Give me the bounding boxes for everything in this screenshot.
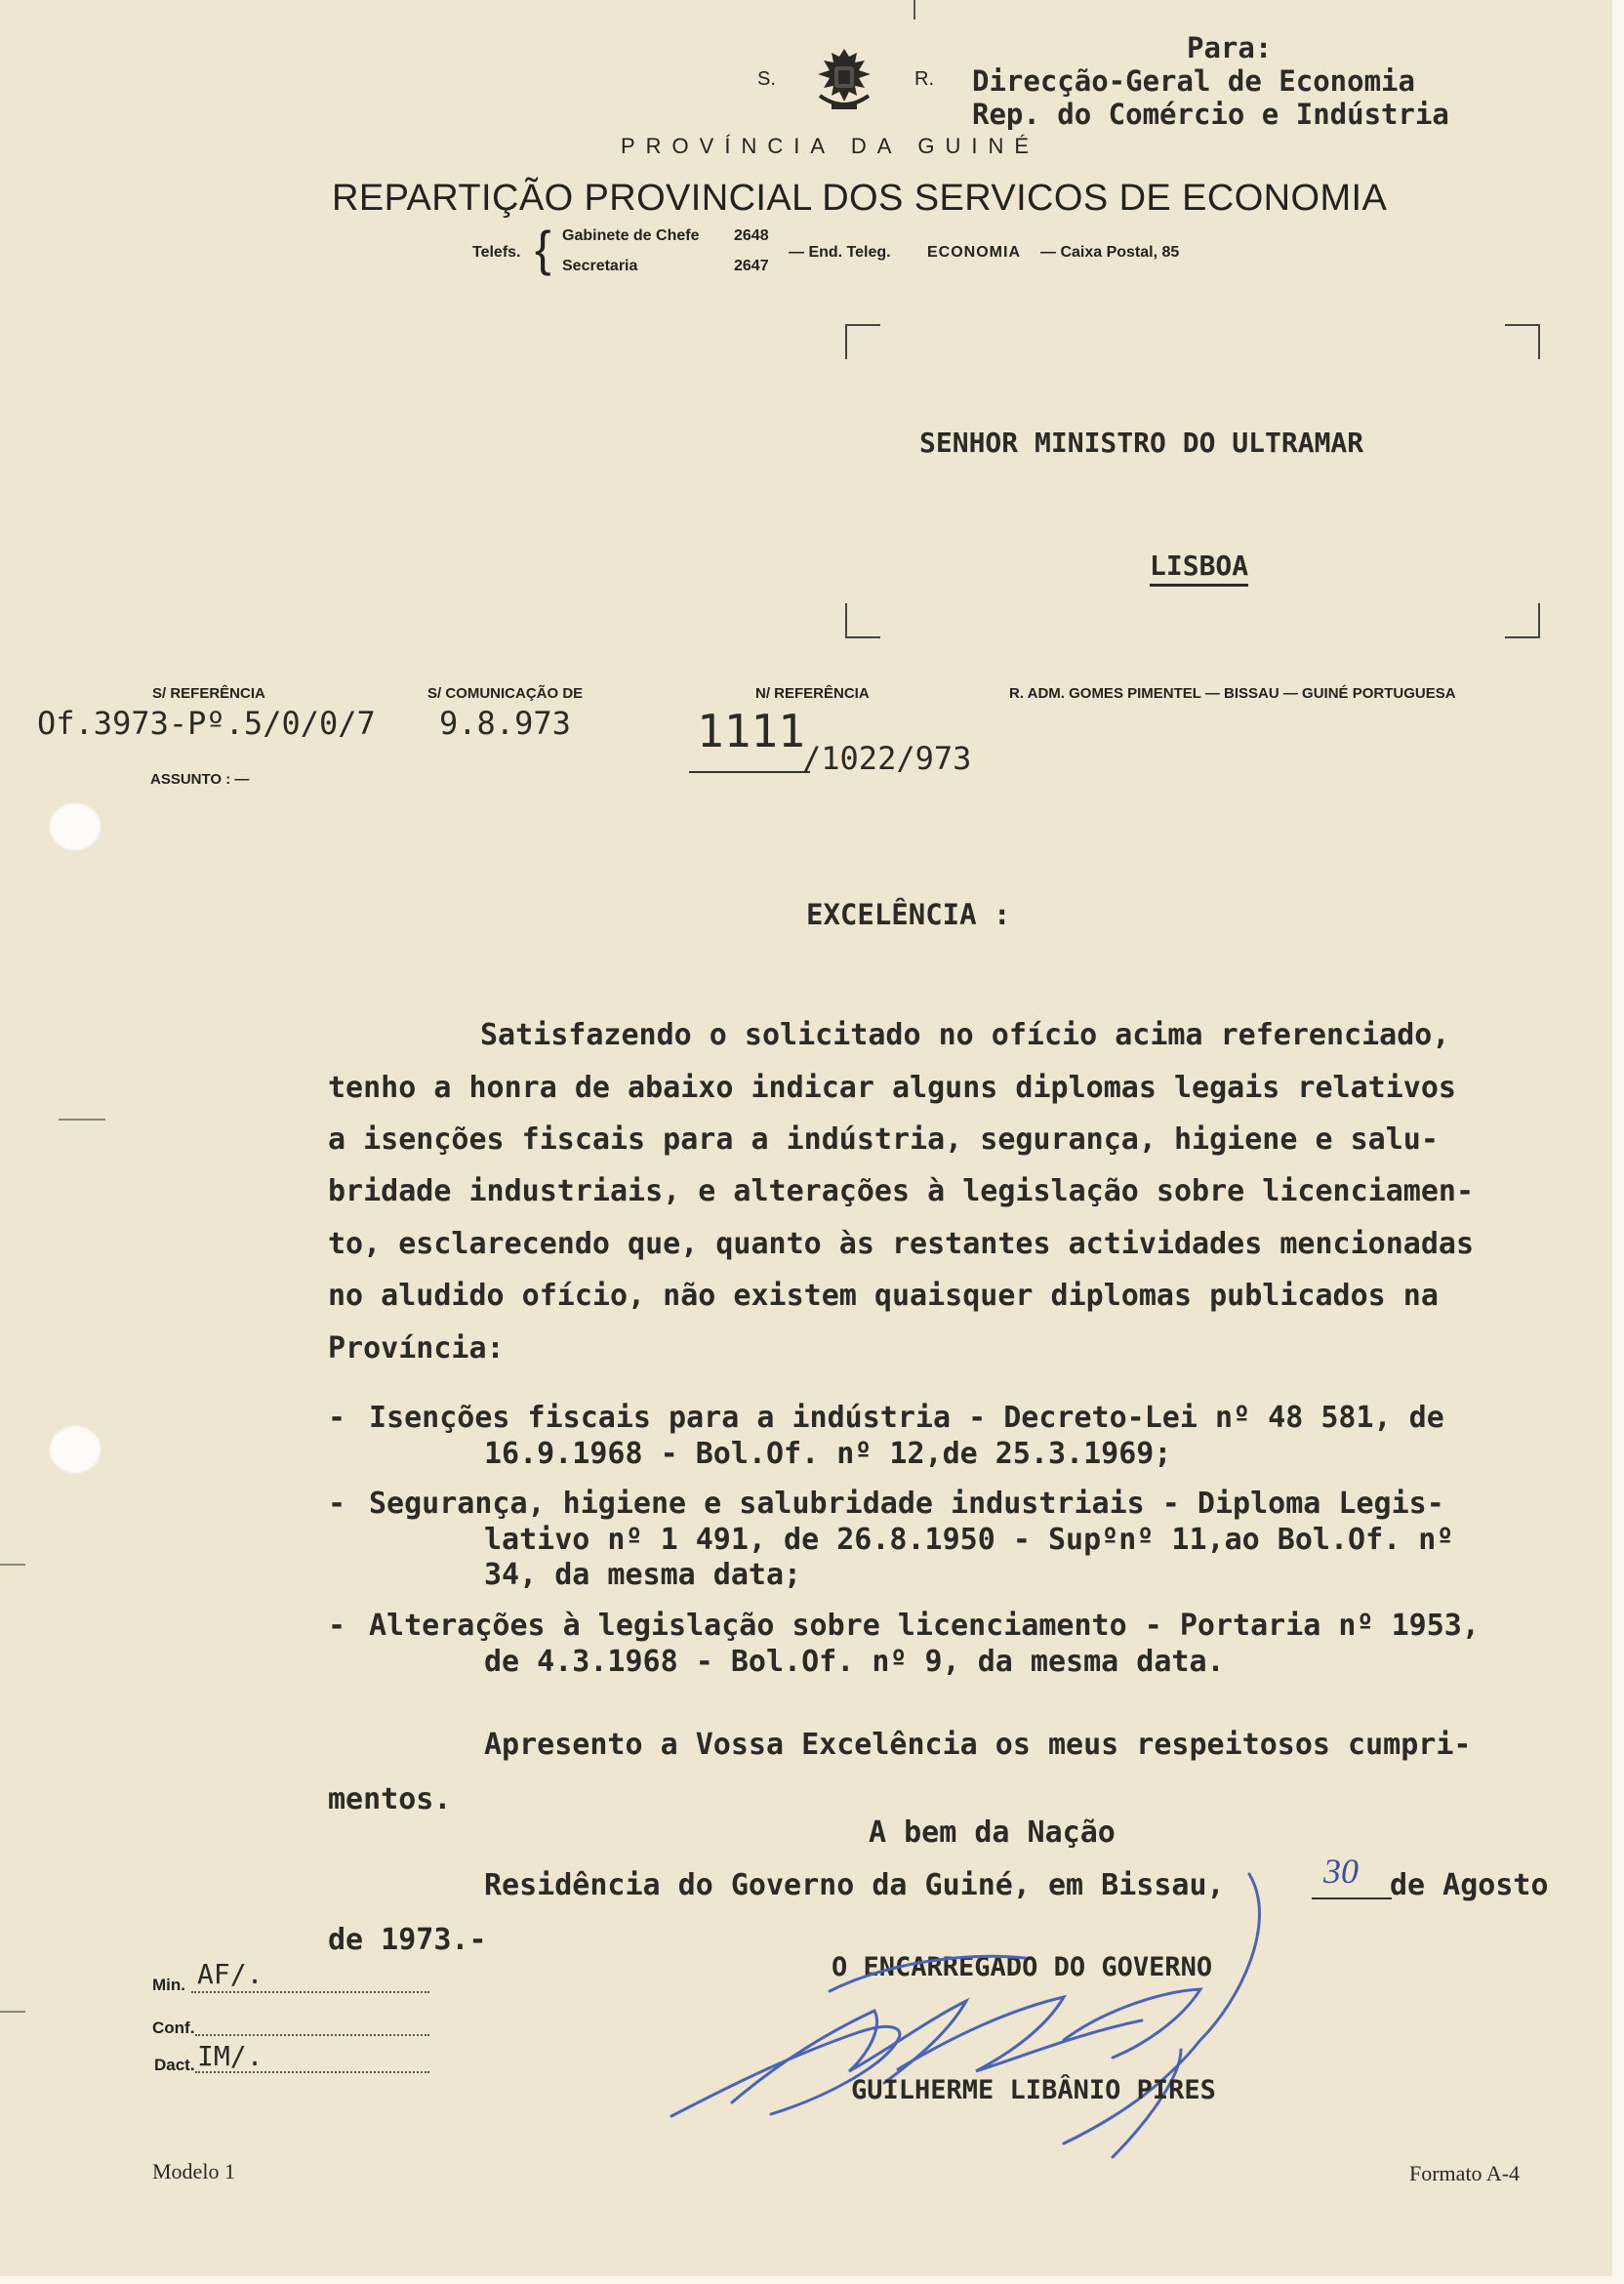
page-bottom-edge [0,2276,1624,2284]
dact-value: IM/. [197,2040,264,2072]
phone1-number: 2648 [734,227,769,244]
forward-stamp-line1: Para: [1187,31,1273,64]
list-item-line: lativo nº 1 491, de 26.8.1950 - Supºnº 11,ao Bol.Of. nº [484,1523,1454,1557]
window-corner-bottom-left [845,603,880,638]
margin-tick [0,1564,25,1566]
closing-line: mentos. [328,1782,452,1816]
n-reference-suffix: /1022/973 [802,740,972,777]
window-corner-top-right [1505,324,1540,359]
letterhead-s-mark: S. [757,68,776,90]
list-item-line: 34, da mesma data; [484,1558,802,1592]
margin-tick [0,2011,25,2013]
punch-hole-bottom [49,1425,102,1474]
body-line: to, esclarecendo que, quanto às restantes actividades mencionadas [328,1227,1474,1261]
list-item-dash: - [328,1609,346,1643]
body-line: bridade industriais, e alterações à legislação sobre licenciamen- [328,1174,1474,1208]
handwritten-day: 30 [1323,1852,1359,1891]
n-reference-underline [689,771,810,773]
coat-of-arms-emblem [802,45,886,117]
fold-mark [914,0,915,20]
punch-hole-top [49,802,102,851]
addressee-city: LISBOA [1150,550,1248,587]
s-communication-label: S/ COMUNICAÇÃO DE [427,685,584,702]
postal-box: — Caixa Postal, 85 [1040,244,1180,261]
list-item-line: de 4.3.1968 - Bol.Of. nº 9, da mesma data. [484,1645,1225,1679]
model-number: Modelo 1 [152,2159,235,2183]
motto: A bem da Nação [869,1815,1116,1850]
s-reference-label: S/ REFERÊNCIA [152,685,265,702]
min-value: AF/. [197,1958,264,1990]
dact-label: Dact. [154,2056,195,2074]
n-reference-label: N/ REFERÊNCIA [755,685,870,702]
conf-dotted-line [195,2034,429,2036]
signatory-role: O ENCARREGADO DO GOVERNO [832,1952,1213,1982]
paper-format: Formato A-4 [1409,2161,1521,2185]
body-line: Satisfazendo o solicitado no ofício acima referenciado, [480,1018,1450,1052]
n-reference-number: 1111 [697,705,805,757]
margin-tick [59,1119,105,1121]
min-label: Min. [152,1976,185,1994]
phone-brace: { [535,222,551,276]
telegraph-name: ECONOMIA [927,244,1021,261]
phone1-label: Gabinete de Chefe [562,227,700,244]
subject-label: ASSUNTO : — [150,771,250,788]
letterhead-r-mark: R. [914,68,934,90]
place-date-prefix: Residência do Governo da Guiné, em Bissau, [484,1868,1225,1902]
province-name: PROVÍNCIA DA GUINÉ [621,134,1040,158]
s-reference-value: Of.3973-Pº.5/0/0/7 [37,705,376,742]
list-item-line: 16.9.1968 - Bol.Of. nº 12,de 25.3.1969; [484,1437,1172,1471]
forward-stamp-line2: Direcção-Geral de Economia [972,64,1415,98]
list-item-line: Isenções fiscais para a indústria - Decreto-Lei nº 48 581, de [369,1401,1444,1435]
conf-label: Conf. [152,2019,195,2037]
telefs-label: Telefs. [472,244,521,261]
department-name: REPARTIÇÃO PROVINCIAL DOS SERVICOS DE ECONOMIA [332,178,1388,219]
body-line: no aludido ofício, não existem quaisquer diplomas publicados na [328,1279,1439,1313]
sender-address: R. ADM. GOMES PIMENTEL — BISSAU — GUINÉ PORTUGUESA [1009,685,1456,702]
list-item-line: Segurança, higiene e salubridade industriais - Diploma Legis- [369,1487,1444,1521]
handwritten-signature [654,1864,1376,2167]
min-dotted-line [191,1991,429,1993]
window-corner-top-left [845,324,880,359]
forward-stamp-line3: Rep. do Comércio e Indústria [972,98,1449,131]
salutation: EXCELÊNCIA : [806,898,1011,931]
phone2-label: Secretaria [562,258,638,274]
place-date-suffix: de Agosto [1390,1868,1549,1902]
body-line: tenho a honra de abaixo indicar alguns diplomas legais relativos [328,1071,1456,1105]
list-item-dash: - [328,1487,346,1521]
telegraph-label: — End. Teleg. [789,244,891,261]
list-item-dash: - [328,1401,346,1435]
body-line: a isenções fiscais para a indústria, segurança, higiene e salu- [328,1122,1439,1157]
body-line: Província: [328,1331,505,1366]
signatory-name: GUILHERME LIBÂNIO PIRES [851,2075,1216,2105]
date-year: de 1973.- [328,1923,487,1957]
closing-line: Apresento a Vossa Excelência os meus respeitosos cumpri- [484,1728,1472,1762]
list-item-line: Alterações à legislação sobre licenciamento - Portaria nº 1953, [369,1609,1480,1643]
window-corner-bottom-right [1505,603,1540,638]
dact-dotted-line [195,2071,429,2073]
s-communication-value: 9.8.973 [439,705,571,742]
page-edge [1612,0,1624,2284]
addressee-title: SENHOR MINISTRO DO ULTRAMAR [919,427,1364,459]
phone2-number: 2647 [734,258,769,274]
